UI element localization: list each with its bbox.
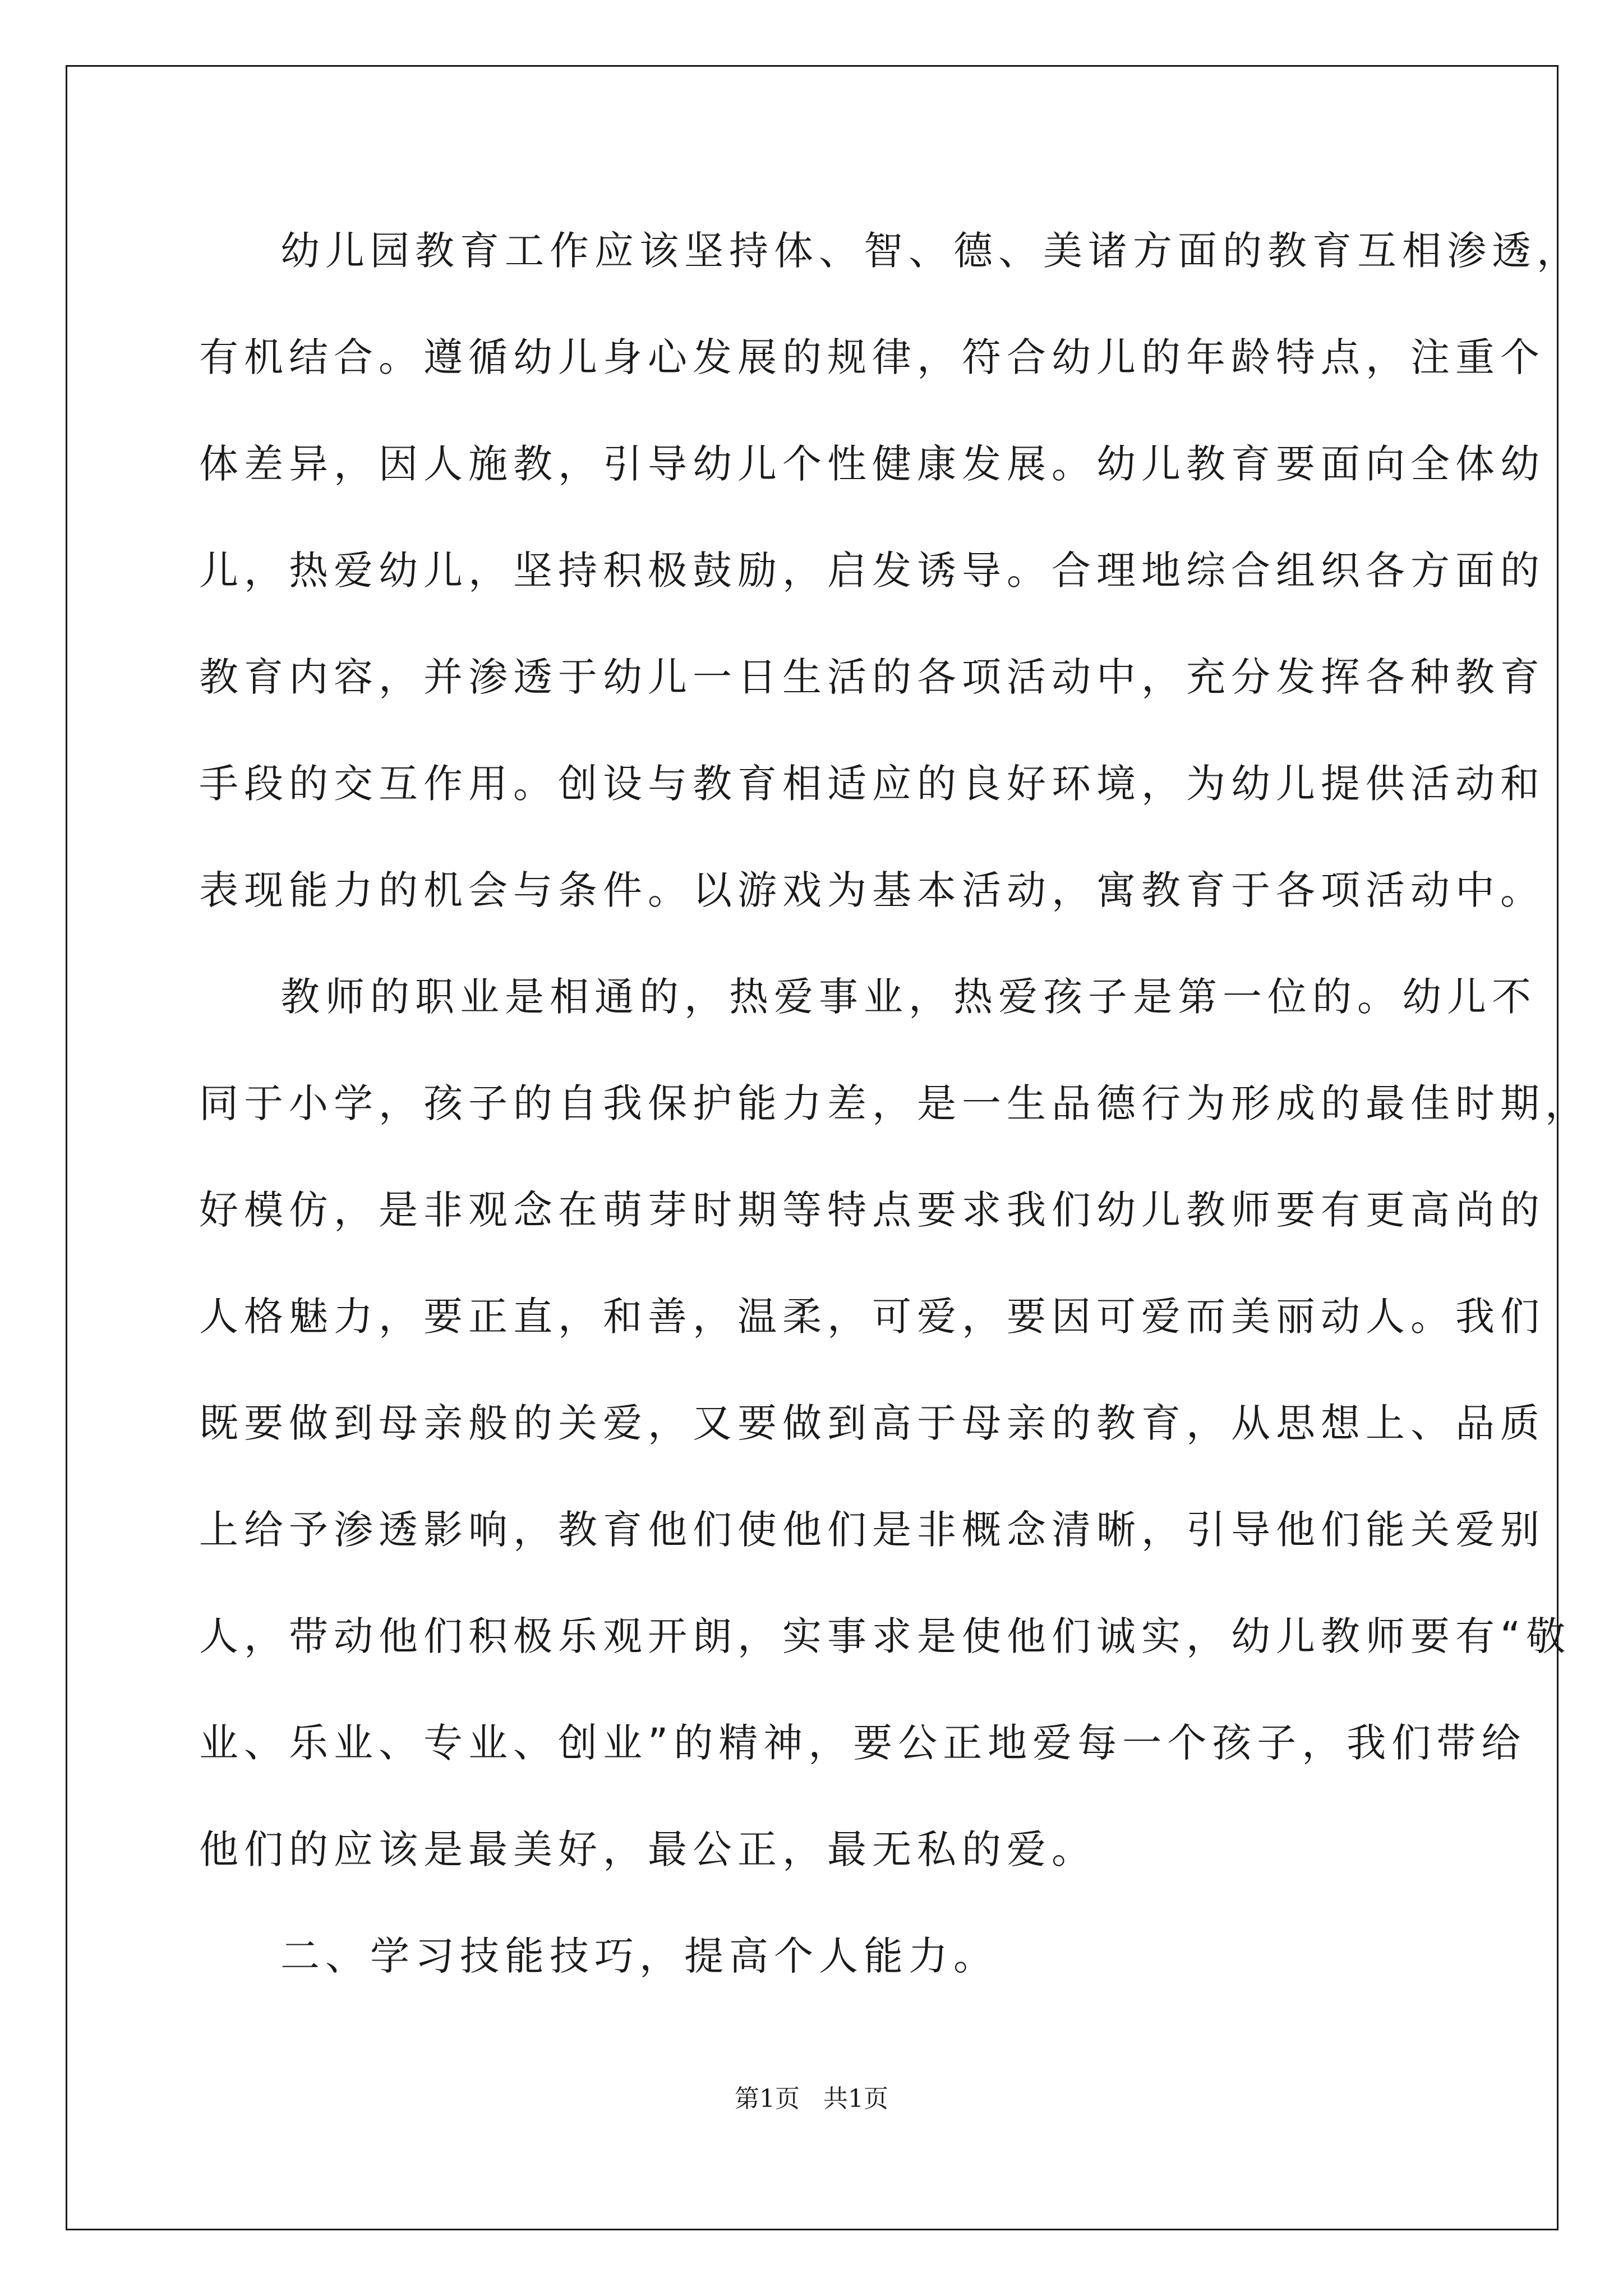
paragraph-1-line-2: 有机结合。遵循幼儿身心发展的规律，符合幼儿的年龄特点，注重个	[199, 334, 1545, 380]
paragraph-2-line-2: 同于小学，孩子的自我保护能力差，是一生品德行为形成的最佳时期，	[199, 1080, 1590, 1126]
paragraph-2-line-7: 人，带动他们积极乐观开朗，实事求是使他们诚实，幼儿教师要有“敬	[199, 1613, 1571, 1659]
paragraph-1-line-5: 教育内容，并渗透于幼儿一日生活的各项活动中，充分发挥各种教育	[199, 654, 1545, 700]
paragraph-2-line-8: 业、乐业、专业、创业”的精神，要公正地爱每一个孩子，我们带给	[199, 1720, 1527, 1766]
paragraph-2-line-6: 上给予渗透影响，教育他们使他们是非概念清晰，引导他们能关爱别	[199, 1507, 1545, 1553]
paragraph-2-line-3: 好模仿，是非观念在萌芽时期等特点要求我们幼儿教师要有更高尚的	[199, 1187, 1545, 1233]
page-border	[66, 65, 1559, 2230]
paragraph-2-line-9: 他们的应该是最美好，最公正，最无私的爱。	[199, 1826, 1096, 1872]
paragraph-1-line-4: 儿，热爱幼儿，坚持积极鼓励，启发诱导。合理地综合组织各方面的	[199, 547, 1545, 593]
paragraph-2-line-1: 教师的职业是相通的，热爱事业，热爱孩子是第一位的。幼儿不	[280, 974, 1537, 1020]
page-number-footer: 第1页 共1页	[735, 2085, 888, 2113]
paragraph-2-line-4: 人格魅力，要正直，和善，温柔，可爱，要因可爱而美丽动人。我们	[199, 1294, 1545, 1340]
paragraph-1-line-7: 表现能力的机会与条件。以游戏为基本活动，寓教育于各项活动中。	[199, 867, 1545, 913]
paragraph-1-line-1: 幼儿园教育工作应该坚持体、智、德、美诸方面的教育互相渗透，	[280, 228, 1581, 274]
paragraph-2-line-5: 既要做到母亲般的关爱，又要做到高于母亲的教育，从思想上、品质	[199, 1400, 1545, 1446]
paragraph-1-line-3: 体差异，因人施教，引导幼儿个性健康发展。幼儿教育要面向全体幼	[199, 441, 1545, 487]
paragraph-1-line-6: 手段的交互作用。创设与教育相适应的良好环境，为幼儿提供活动和	[199, 761, 1545, 807]
section-heading: 二、学习技能技巧，提高个人能力。	[280, 1933, 998, 1979]
